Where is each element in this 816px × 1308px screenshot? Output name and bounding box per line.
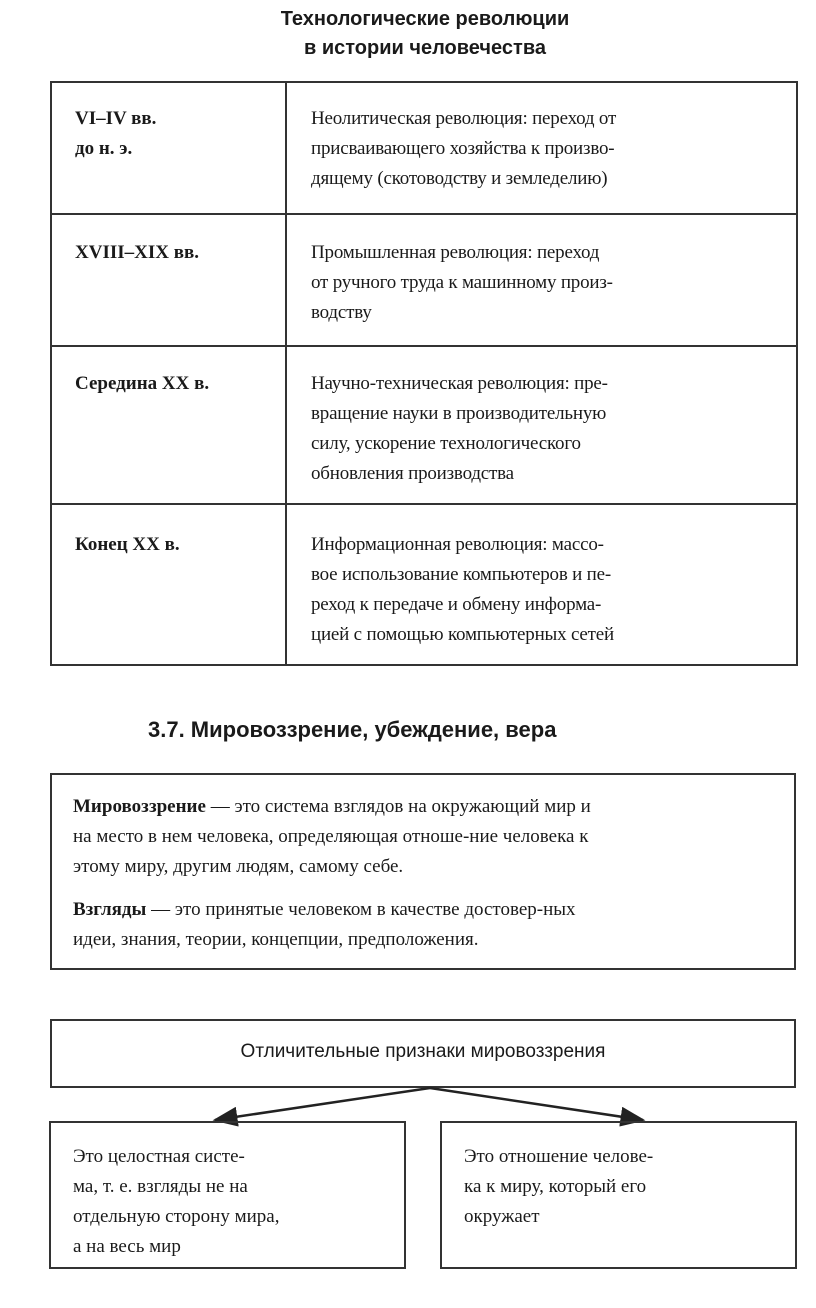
description-text: Промышленная революция: переход bbox=[311, 242, 600, 263]
description-text: обновления производства bbox=[311, 463, 514, 484]
definition-text: идеи, знания, теории, концепции, предположения. bbox=[73, 929, 479, 950]
feature-line: Это целостная систе- bbox=[73, 1146, 245, 1167]
arrow-left bbox=[215, 1088, 430, 1120]
description-text: водству bbox=[311, 302, 372, 323]
arrow-right bbox=[430, 1088, 643, 1120]
description-text: реход к передаче и обмену информа- bbox=[311, 594, 602, 615]
description-text: Неолитическая революция: переход от bbox=[311, 108, 617, 129]
description-text: силу, ускорение технологического bbox=[311, 433, 581, 454]
feature-text-left bbox=[73, 1142, 279, 1262]
period-text: VI–IV вв. bbox=[75, 108, 157, 129]
title-line: Технологические революции bbox=[280, 8, 570, 30]
period-text: Конец XX в. bbox=[75, 534, 180, 555]
description-text: вое использование компьютеров и пе- bbox=[311, 564, 611, 585]
feature-line: отдельную сторону мира, bbox=[73, 1206, 280, 1227]
feature-line: Это отношение челове- bbox=[464, 1146, 654, 1167]
definition-term: Мировоззрение bbox=[73, 796, 206, 817]
diagram-header: Отличительные признаки мировоззрения bbox=[240, 1041, 606, 1062]
description-text: Информационная революция: массо- bbox=[311, 534, 604, 555]
definition-term: Взгляды bbox=[73, 899, 147, 920]
period-text: Середина XX в. bbox=[75, 373, 210, 394]
feature-line: а на весь мир bbox=[73, 1236, 181, 1257]
description-text: дящему (скотоводству и земледелию) bbox=[311, 168, 608, 189]
description-text: цией с помощью компьютерных сетей bbox=[311, 624, 614, 645]
section-heading: 3.7. Мировоззрение, убеждение, вера bbox=[148, 717, 557, 742]
feature-line: окружает bbox=[464, 1206, 540, 1227]
feature-text-right bbox=[464, 1142, 653, 1232]
definition-text: — это система взглядов на окружающий мир и bbox=[210, 796, 591, 817]
description-text: от ручного труда к машинному произ- bbox=[311, 272, 613, 293]
feature-line: ма, т. е. взгляды не на bbox=[73, 1176, 248, 1197]
title-line: в истории человечества bbox=[304, 37, 546, 59]
period-text: XVIII–XIX вв. bbox=[75, 242, 199, 263]
definition-text: на место в нем человека, определяющая отноше-ние человека к bbox=[73, 826, 589, 847]
description-text: присваивающего хозяйства к произво- bbox=[311, 138, 615, 159]
feature-line: ка к миру, который его bbox=[464, 1176, 647, 1197]
period-text: до н. э. bbox=[75, 138, 133, 159]
description-text: вращение науки в производительную bbox=[311, 403, 607, 424]
description-text: Научно-техническая революция: пре- bbox=[311, 373, 608, 394]
definition-text: этому миру, другим людям, самому себе. bbox=[73, 856, 404, 877]
definition-text: — это принятые человеком в качестве достовер-ных bbox=[151, 899, 576, 920]
